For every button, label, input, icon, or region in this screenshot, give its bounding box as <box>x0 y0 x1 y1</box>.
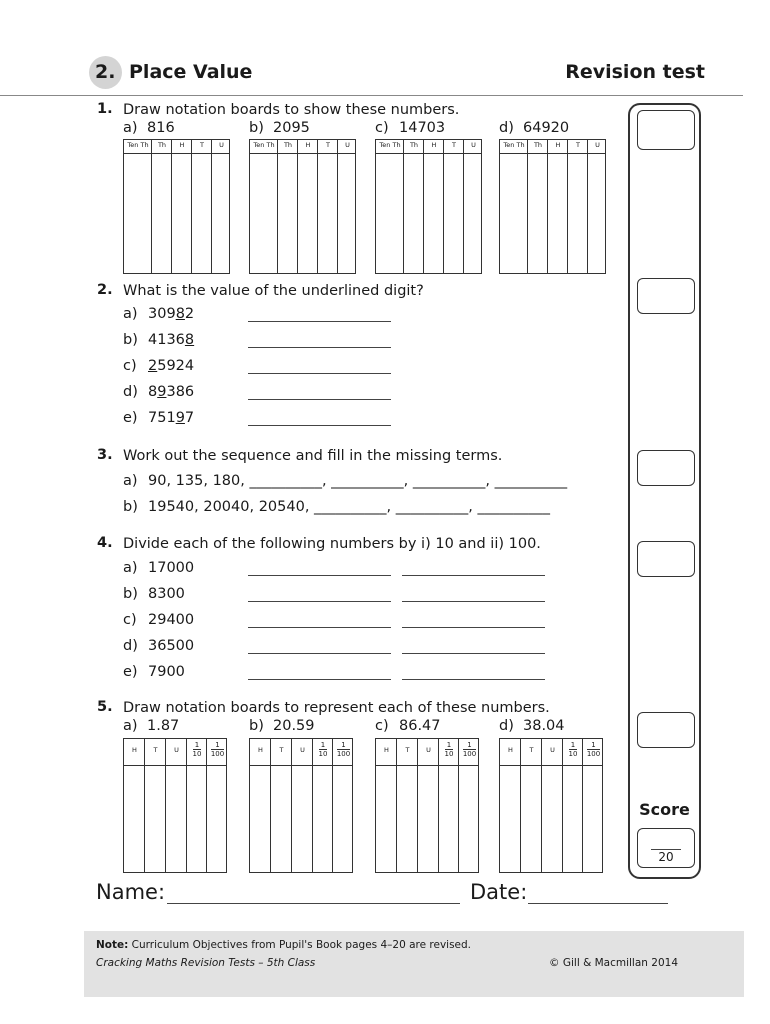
q4-answer-line-10[interactable] <box>248 679 391 680</box>
q4-text: Divide each of the following numbers by i) 10 and ii) 100. <box>123 536 541 552</box>
board-fraction-label: $\frac{1}{100}$ <box>586 741 601 758</box>
score-label: Score <box>639 800 690 819</box>
board-fraction-label: $\frac{1}{100}$ <box>336 741 351 758</box>
board-column-divider <box>520 739 521 872</box>
board-column-label: H <box>431 141 437 149</box>
q4-item-label: a) <box>123 560 138 576</box>
board-column-label: Ten Th <box>253 141 275 149</box>
q4-number-value: 36500 <box>148 638 195 654</box>
board-column-divider <box>443 140 444 273</box>
q2-answer-line[interactable] <box>248 399 391 400</box>
board-column-label: U <box>426 746 431 754</box>
board-fraction-label: $\frac{1}{10}$ <box>568 741 578 758</box>
board-column-label: H <box>179 141 185 149</box>
board-column-label: Ten Th <box>379 141 401 149</box>
board-header-line <box>250 765 352 766</box>
board-column-label: T <box>153 746 158 754</box>
board-column-label: Th <box>283 141 293 149</box>
q4-answer-line-10[interactable] <box>248 653 391 654</box>
board-column-label: Th <box>409 141 419 149</box>
board-column-label: H <box>508 746 513 754</box>
board-column-label: H <box>384 746 389 754</box>
board-column-label: H <box>555 141 561 149</box>
q1-notation-board[interactable] <box>499 139 606 274</box>
q1-notation-board[interactable] <box>123 139 230 274</box>
q1-item-label: d) <box>499 120 514 136</box>
mark-box-q1[interactable] <box>637 110 695 150</box>
q5-item-value: 20.59 <box>273 718 315 734</box>
q5-text: Draw notation boards to represent each of these numbers. <box>123 700 550 716</box>
page-header <box>0 54 743 96</box>
q4-answer-line-10[interactable] <box>248 601 391 602</box>
board-fraction-label: $\frac{1}{100}$ <box>210 741 225 758</box>
q1-item-value: 2095 <box>273 120 310 136</box>
footer-note: Note: Curriculum Objectives from Pupil's Book pages 4–20 are revised. <box>96 939 472 951</box>
board-column-label: T <box>452 141 456 149</box>
q5-notation-board[interactable] <box>123 738 227 873</box>
board-header-line <box>376 765 478 766</box>
q4-item-label: d) <box>123 638 138 654</box>
q2-answer-line[interactable] <box>248 347 391 348</box>
q1-text: Draw notation boards to show these numbers. <box>123 102 460 118</box>
q3-text: Work out the sequence and fill in the missing terms. <box>123 448 503 464</box>
date-field[interactable] <box>528 903 668 904</box>
board-column-label: T <box>405 746 410 754</box>
q2-item-label: a) <box>123 306 138 322</box>
q5-item-label: c) <box>375 718 389 734</box>
underlined-digit: 2 <box>148 358 158 374</box>
q4-answer-line-10[interactable] <box>248 627 391 628</box>
name-label: Name: <box>96 880 166 904</box>
board-column-divider <box>587 140 588 273</box>
q5-notation-board[interactable] <box>375 738 479 873</box>
q4-answer-line-10[interactable] <box>248 575 391 576</box>
q1-item-label: a) <box>123 120 138 136</box>
q5-item-value: 1.87 <box>147 718 180 734</box>
board-fraction-label: $\frac{1}{10}$ <box>318 741 328 758</box>
q3-label-a: a) <box>123 473 138 489</box>
board-header-line <box>124 153 229 154</box>
board-column-divider <box>547 140 548 273</box>
q4-item-label: e) <box>123 664 138 680</box>
q2-answer-line[interactable] <box>248 373 391 374</box>
board-column-divider <box>151 140 152 273</box>
q4-answer-line-100[interactable] <box>402 627 545 628</box>
q4-answer-line-100[interactable] <box>402 601 545 602</box>
section-number: 2. <box>95 61 116 83</box>
board-column-divider <box>144 739 145 872</box>
q1-item-value: 14703 <box>399 120 446 136</box>
board-column-divider <box>171 140 172 273</box>
q1-item-value: 64920 <box>523 120 570 136</box>
q5-notation-board[interactable] <box>249 738 353 873</box>
board-header-line <box>376 153 481 154</box>
q4-item-label: c) <box>123 612 137 628</box>
q2-number: 2. <box>97 282 113 298</box>
board-column-label: U <box>174 746 179 754</box>
q2-text: What is the value of the underlined digit? <box>123 283 424 299</box>
board-column-divider <box>403 140 404 273</box>
q5-number: 5. <box>97 699 113 715</box>
board-column-divider <box>417 739 418 872</box>
board-column-label: U <box>550 746 555 754</box>
board-fraction-label: $\frac{1}{10}$ <box>444 741 454 758</box>
board-column-divider <box>277 140 278 273</box>
q1-item-label: b) <box>249 120 264 136</box>
mark-box-q3[interactable] <box>637 450 695 486</box>
board-column-label: T <box>326 141 330 149</box>
board-column-label: T <box>576 141 580 149</box>
q5-item-label: a) <box>123 718 138 734</box>
q3-sequence-a[interactable]: 90, 135, 180, __________, __________, __________, __________ <box>148 473 568 489</box>
board-column-divider <box>396 739 397 872</box>
q2-number-value: 30982 <box>148 306 195 322</box>
marks-sidebar <box>628 103 701 879</box>
q4-number-value: 17000 <box>148 560 195 576</box>
board-column-divider <box>541 739 542 872</box>
board-column-divider <box>567 140 568 273</box>
q2-number-value: 25924 <box>148 358 195 374</box>
q5-notation-board[interactable] <box>499 738 603 873</box>
q1-notation-board[interactable] <box>249 139 356 274</box>
q2-item-label: c) <box>123 358 137 374</box>
board-header-line <box>124 765 226 766</box>
test-type: Revision test <box>565 61 705 83</box>
board-column-label: T <box>200 141 204 149</box>
board-header-line <box>250 153 355 154</box>
board-column-divider <box>270 739 271 872</box>
q5-item-label: d) <box>499 718 514 734</box>
q2-number-value: 75197 <box>148 410 195 426</box>
board-column-label: U <box>300 746 305 754</box>
q4-number-value: 7900 <box>148 664 185 680</box>
q3-label-b: b) <box>123 499 138 515</box>
footer-series: Cracking Maths Revision Tests – 5th Class <box>96 957 316 969</box>
board-column-label: Th <box>533 141 543 149</box>
board-column-divider <box>165 739 166 872</box>
mark-box-q2[interactable] <box>637 278 695 314</box>
board-column-label: U <box>595 141 600 149</box>
date-label: Date: <box>470 880 528 904</box>
q3-sequence-b[interactable]: 19540, 20040, 20540, __________, __________, __________ <box>148 499 550 515</box>
board-column-divider <box>291 739 292 872</box>
board-column-label: T <box>529 746 534 754</box>
q2-answer-line[interactable] <box>248 321 391 322</box>
board-column-label: U <box>345 141 350 149</box>
q4-answer-line-100[interactable] <box>402 653 545 654</box>
board-header-line <box>500 153 605 154</box>
underlined-digit: 9 <box>157 384 167 400</box>
q2-number-value: 41368 <box>148 332 195 348</box>
q2-answer-line[interactable] <box>248 425 391 426</box>
q4-answer-line-100[interactable] <box>402 679 545 680</box>
board-column-divider <box>463 140 464 273</box>
q1-notation-board[interactable] <box>375 139 482 274</box>
underlined-digit: 8 <box>175 306 185 322</box>
q5-item-value: 38.04 <box>523 718 565 734</box>
mark-box-q4[interactable] <box>637 541 695 577</box>
score-total: 20 <box>658 850 674 864</box>
q2-item-label: e) <box>123 410 138 426</box>
board-column-divider <box>211 140 212 273</box>
q2-item-label: b) <box>123 332 138 348</box>
board-column-divider <box>317 140 318 273</box>
q1-item-label: c) <box>375 120 389 136</box>
board-column-label: H <box>132 746 137 754</box>
page-title: Place Value <box>129 61 253 83</box>
board-column-divider <box>191 140 192 273</box>
q3-number: 3. <box>97 447 113 463</box>
board-column-label: Ten Th <box>503 141 525 149</box>
q5-item-value: 86.47 <box>399 718 441 734</box>
q5-item-label: b) <box>249 718 264 734</box>
q4-number: 4. <box>97 535 113 551</box>
q2-item-label: d) <box>123 384 138 400</box>
footer-copyright: © Gill & Macmillan 2014 <box>549 957 678 969</box>
underlined-digit: 9 <box>175 410 185 426</box>
board-column-label: H <box>258 746 263 754</box>
underlined-digit: 8 <box>184 332 195 348</box>
name-field[interactable] <box>167 903 460 904</box>
board-column-divider <box>527 140 528 273</box>
mark-box-q5[interactable] <box>637 712 695 748</box>
board-column-label: H <box>305 141 311 149</box>
q4-item-label: b) <box>123 586 138 602</box>
board-header-line <box>500 765 602 766</box>
board-column-divider <box>297 140 298 273</box>
q4-number-value: 8300 <box>148 586 185 602</box>
board-column-label: U <box>471 141 476 149</box>
q2-number-value: 89386 <box>148 384 195 400</box>
board-column-label: U <box>219 141 224 149</box>
q4-answer-line-100[interactable] <box>402 575 545 576</box>
board-fraction-label: $\frac{1}{100}$ <box>462 741 477 758</box>
board-column-label: T <box>279 746 284 754</box>
board-column-divider <box>337 140 338 273</box>
board-column-label: Ten Th <box>127 141 149 149</box>
board-fraction-label: $\frac{1}{10}$ <box>192 741 202 758</box>
q4-number-value: 29400 <box>148 612 195 628</box>
board-column-label: Th <box>157 141 167 149</box>
q1-item-value: 816 <box>147 120 175 136</box>
q1-number: 1. <box>97 101 113 117</box>
board-column-divider <box>423 140 424 273</box>
